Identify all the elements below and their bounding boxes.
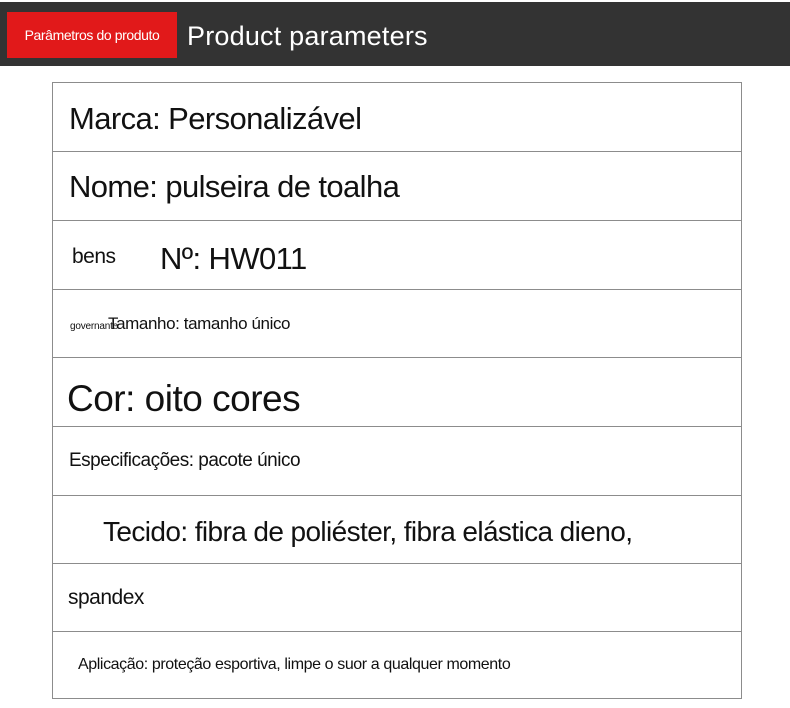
parameter-text: Tamanho: tamanho único [108,314,291,333]
parameter-text: Nº: HW011 [160,241,307,276]
parameter-row-fabric-continued [53,564,741,632]
parameter-text: spandex [68,586,144,609]
parameter-row-brand [53,83,741,152]
parameters-table [52,82,742,699]
parameter-row-fabric [53,496,741,564]
parameter-row-name [53,152,741,221]
parameter-prefix: governante [70,321,119,332]
parameter-text: Cor: oito cores [67,378,301,419]
header-bar [0,2,790,66]
parameter-text: Nome: pulseira de toalha [69,169,400,204]
parameter-row-size [53,290,741,358]
parameter-text: Especificações: pacote único [69,450,301,471]
header-title: Product parameters [187,21,428,51]
parameter-row-number [53,221,741,290]
parameter-row-application [53,632,741,698]
parameter-text: Tecido: fibra de poliéster, fibra elástica dieno, [103,516,633,547]
parameter-row-specs [53,427,741,496]
header-badge: Parâmetros do produto [7,12,177,58]
parameter-text: Aplicação: proteção esportiva, limpe o suor a qualquer momento [78,656,511,673]
parameter-row-color [53,358,741,427]
parameter-prefix: bens [72,245,116,268]
parameter-text: Marca: Personalizável [69,101,362,136]
